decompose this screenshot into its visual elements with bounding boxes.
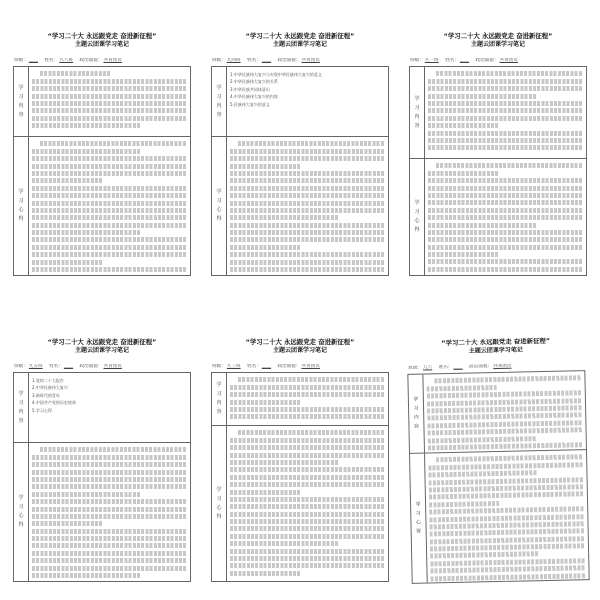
section-label-char: 得: [216, 216, 222, 222]
text-line: [428, 178, 583, 183]
doc-title: “学习二十大 永远跟党走 奋进新征程”: [441, 336, 551, 348]
text-line: [32, 529, 187, 534]
notes-table: [211, 372, 389, 582]
text-line: [428, 427, 583, 435]
name-value: ____: [261, 58, 272, 63]
text-line: [32, 573, 141, 578]
text-line: [429, 492, 584, 500]
notes-table: [409, 66, 587, 276]
name-value: ____: [261, 364, 272, 369]
text-line: [230, 230, 385, 235]
text-line: [230, 215, 339, 220]
text-line: [32, 543, 187, 548]
text-line: [230, 504, 385, 509]
text-line: [230, 497, 385, 502]
notes-table: [407, 370, 589, 584]
text-line: [32, 94, 187, 99]
section-label-char: 习: [415, 510, 421, 517]
text-line: [430, 552, 539, 559]
student-info-row: [14, 364, 190, 370]
text-line: [32, 499, 187, 504]
text-line: [238, 430, 385, 435]
text-line: [230, 460, 339, 465]
section-label-char: 容: [414, 122, 420, 129]
experience-section: [212, 426, 388, 581]
text-line: [430, 543, 585, 551]
text-line: [230, 571, 300, 576]
text-line: [40, 71, 110, 76]
section-label-char: 学: [18, 84, 24, 91]
doc-title: “学习二十大 永远跟党走 奋进新征程”: [443, 32, 553, 40]
text-line: [428, 138, 583, 143]
section-label-char: 习: [18, 504, 24, 510]
political-label: 政治面貌：: [277, 364, 301, 369]
text-line: [230, 541, 339, 546]
experience-section: [14, 443, 190, 581]
content-text: [29, 373, 190, 442]
text-line: [230, 519, 385, 524]
section-label-char: 容: [216, 111, 222, 118]
section-label-char: 学: [414, 95, 420, 102]
note-page: [10, 10, 194, 282]
experience-label: [212, 426, 227, 581]
doc-subtitle: 主题云团课学习笔记: [74, 41, 129, 48]
text-line: [230, 252, 385, 257]
text-line: [436, 71, 583, 76]
text-line: [230, 526, 385, 531]
text-line: [32, 470, 187, 475]
section-label-char: 内: [413, 414, 419, 421]
text-line: [230, 156, 385, 161]
text-line: [230, 392, 385, 397]
content-item: 5.学习心得: [32, 407, 52, 413]
text-line: [32, 252, 187, 257]
text-line: [428, 94, 537, 99]
text-line: [32, 116, 187, 121]
text-line: [32, 267, 187, 272]
text-line: [230, 445, 385, 450]
text-line: [428, 462, 583, 470]
section-label-char: 学: [18, 390, 24, 397]
text-line: [428, 215, 583, 220]
content-text: [227, 373, 388, 425]
doc-subtitle: 主题云团课学习笔记: [272, 41, 327, 48]
section-label-char: 心: [415, 519, 422, 526]
name-label: 姓名：: [445, 58, 459, 63]
name-label: 姓名：: [247, 364, 261, 369]
text-line: [428, 436, 537, 443]
class-value: 九四班: [226, 58, 241, 63]
text-line: [32, 230, 141, 235]
class-label: 班级：: [410, 58, 424, 63]
text-line: [428, 131, 583, 136]
section-label-char: 习: [216, 198, 222, 204]
experience-label: [410, 159, 425, 275]
text-line: [230, 245, 300, 250]
political-value: 共青团员: [301, 364, 320, 369]
text-line: [428, 186, 583, 191]
section-label-char: 内: [18, 408, 24, 415]
section-label-char: 学: [216, 382, 222, 388]
text-line: [428, 442, 583, 450]
notes-table: [211, 66, 389, 276]
text-line: [238, 141, 385, 146]
text-line: [230, 490, 300, 495]
section-label-char: 习: [18, 198, 24, 204]
content-section: [408, 371, 586, 454]
notes-table: [13, 372, 191, 582]
text-line: [32, 260, 102, 265]
content-section: [212, 373, 388, 426]
text-line: [427, 385, 497, 391]
content-item: 5.民族伟大复兴的意义: [230, 101, 270, 107]
section-label-char: 学: [414, 200, 420, 206]
text-line: [32, 149, 141, 154]
text-line: [429, 501, 499, 507]
text-line: [428, 267, 583, 272]
text-line: [230, 237, 385, 242]
note-page: [208, 10, 392, 282]
experience-text: [29, 137, 190, 275]
text-line: [428, 193, 583, 198]
text-line: [230, 201, 385, 206]
section-label-char: 容: [18, 417, 24, 424]
political-label: 政治面貌：: [469, 364, 493, 370]
name-label: 姓名：: [247, 58, 261, 63]
text-line: [230, 549, 385, 554]
text-line: [40, 447, 187, 452]
section-label-char: 心: [18, 207, 24, 213]
text-line: [32, 551, 187, 556]
section-label-char: 得: [416, 528, 422, 535]
experience-section: [212, 137, 388, 275]
text-line: [230, 171, 385, 176]
doc-subtitle: 主题云团课学习笔记: [272, 347, 327, 354]
section-label-char: 习: [18, 399, 24, 406]
section-label-char: 学: [415, 501, 421, 508]
text-line: [32, 507, 187, 512]
political-value: 共青团员: [499, 58, 518, 63]
content-section: [410, 67, 586, 159]
text-line: [230, 178, 385, 183]
text-line: [428, 259, 583, 264]
content-label: [14, 373, 29, 442]
text-line: [32, 178, 102, 183]
class-value: ____: [28, 58, 38, 63]
section-label-char: 容: [216, 409, 222, 415]
class-value: 九三班: [226, 364, 241, 369]
experience-label: [14, 443, 29, 581]
section-label-char: 得: [216, 513, 222, 520]
political-value: 共青团员: [103, 364, 122, 369]
content-section: [212, 67, 388, 137]
note-page: [406, 10, 590, 282]
text-line: [428, 86, 583, 91]
experience-section: [14, 137, 190, 275]
experience-text: [29, 443, 190, 581]
doc-title: “学习二十大 永远跟党走 奋进新征程”: [245, 338, 355, 346]
text-line: [230, 400, 300, 405]
content-label: [410, 67, 425, 158]
content-text: [425, 67, 586, 158]
note-page: [403, 314, 593, 590]
name-value: ____: [459, 58, 470, 63]
section-label-char: 学: [216, 84, 222, 91]
text-line: [230, 414, 385, 419]
section-label-char: 得: [414, 227, 420, 233]
experience-text: [425, 159, 586, 275]
text-line: [32, 193, 187, 198]
section-label-char: 习: [18, 93, 24, 100]
text-line: [32, 492, 141, 497]
content-label: [212, 67, 227, 136]
text-line: [32, 484, 187, 489]
text-line: [230, 223, 385, 228]
text-line: [32, 566, 187, 571]
doc-title: “学习二十大 永远跟党走 奋进新征程”: [47, 338, 157, 346]
section-label-char: 内: [216, 400, 222, 406]
content-item: 2.中华民族伟大复兴的关系: [230, 79, 278, 84]
experience-text: [425, 450, 589, 582]
text-line: [428, 230, 583, 235]
content-section: [14, 67, 190, 137]
text-line: [230, 164, 300, 169]
political-label: 政治面貌：: [79, 58, 103, 63]
student-info-row: [212, 364, 388, 370]
doc-subtitle: 主题云团课学习笔记: [470, 41, 525, 48]
doc-title: “学习二十大 永远跟党走 奋进新征程”: [245, 32, 355, 40]
class-value: 九一班: [424, 58, 439, 63]
text-line: [436, 163, 583, 168]
content-item: 2.中华民族伟大复兴: [32, 385, 68, 390]
text-line: [32, 171, 187, 176]
class-value: 九六: [422, 365, 433, 371]
political-value: 共青团员: [103, 58, 122, 63]
section-label-char: 得: [18, 522, 24, 528]
section-label-char: 得: [18, 216, 24, 222]
political-value: 共青团员: [301, 58, 320, 63]
text-line: [230, 208, 385, 213]
student-info-row: [410, 58, 586, 64]
text-line: [32, 86, 187, 91]
name-value: ____: [453, 364, 463, 370]
text-line: [428, 252, 498, 257]
political-label: 政治面貌：: [475, 58, 499, 63]
text-line: [32, 558, 187, 563]
text-line: [230, 512, 385, 517]
text-line: [230, 475, 385, 480]
section-label-char: 学: [216, 189, 222, 195]
text-line: [428, 208, 583, 213]
text-line: [428, 145, 583, 150]
content-item: 4.中国共产党的历史使命: [32, 400, 76, 405]
text-line: [230, 186, 385, 191]
experience-section: [410, 159, 586, 275]
text-line: [32, 79, 187, 84]
text-line: [32, 245, 187, 250]
name-label: 姓名：: [49, 364, 63, 369]
section-label-char: 容: [18, 111, 24, 118]
text-line: [230, 149, 385, 154]
text-line: [32, 237, 187, 242]
experience-section: [410, 450, 589, 583]
experience-text: [227, 137, 388, 275]
section-label-char: 心: [216, 207, 222, 213]
text-line: [434, 376, 581, 384]
text-line: [32, 164, 187, 169]
class-value: 九五班: [28, 364, 43, 369]
section-label-char: 学: [18, 495, 24, 501]
content-item: 1.中华民族伟大复兴与实现中华民族伟大复兴的意义: [230, 71, 322, 77]
experience-label: [14, 137, 29, 275]
text-line: [428, 200, 583, 205]
political-label: 政治面貌：: [277, 58, 301, 63]
text-line: [32, 123, 141, 128]
text-line: [230, 467, 385, 472]
section-label-char: 心: [414, 218, 420, 224]
text-line: [428, 171, 498, 176]
text-line: [428, 116, 583, 121]
section-label-char: 容: [413, 423, 420, 430]
content-item: 3.中华民族共同体意识: [230, 86, 270, 92]
name-value: 九八班: [59, 58, 74, 63]
text-line: [428, 101, 583, 106]
notes-table: [13, 66, 191, 276]
text-line: [230, 385, 385, 390]
content-text: [227, 67, 388, 136]
note-page: [208, 316, 392, 588]
student-info-row: [14, 58, 190, 64]
text-line: [40, 141, 187, 146]
text-line: [32, 536, 187, 541]
note-page: [10, 316, 194, 588]
content-label: [212, 373, 227, 425]
doc-subtitle: 主题云团课学习笔记: [74, 347, 129, 354]
text-line: [32, 521, 102, 526]
text-line: [230, 556, 385, 561]
section-label-char: 内: [216, 102, 222, 109]
text-line: [428, 245, 583, 250]
doc-subtitle: 主题云团课学习笔记: [468, 346, 523, 355]
political-value: 共青团员: [493, 363, 512, 370]
section-label-char: 内: [414, 113, 420, 120]
content-item: 4.中华民族伟大复兴的内容: [230, 94, 278, 99]
section-label-char: 习: [414, 104, 420, 111]
section-label-char: 心: [18, 513, 24, 519]
text-line: [428, 470, 537, 477]
name-value: ____: [63, 364, 74, 369]
doc-title: “学习二十大 永远跟党走 奋进新征程”: [47, 32, 157, 40]
text-line: [32, 208, 187, 213]
text-line: [32, 186, 187, 191]
class-label: 班级：: [14, 364, 28, 369]
text-line: [230, 438, 385, 443]
text-line: [431, 573, 586, 581]
experience-text: [227, 426, 388, 581]
student-info-row: [212, 58, 388, 64]
name-label: 姓名：: [438, 364, 453, 371]
text-line: [238, 377, 385, 382]
text-line: [32, 156, 187, 161]
class-label: 班级：: [408, 365, 423, 371]
section-label-char: 习: [216, 93, 222, 100]
political-label: 政治面貌：: [79, 364, 103, 369]
text-line: [230, 260, 385, 265]
text-line: [32, 201, 187, 206]
text-line: [32, 223, 187, 228]
text-line: [428, 108, 583, 113]
text-line: [32, 462, 187, 467]
text-line: [428, 79, 583, 84]
section-label-char: 习: [414, 209, 420, 215]
text-line: [32, 215, 187, 220]
content-text: [29, 67, 190, 136]
text-line: [32, 514, 187, 519]
text-line: [428, 237, 583, 242]
text-line: [230, 563, 385, 568]
content-section: [14, 373, 190, 443]
text-line: [428, 223, 537, 228]
section-label-char: 习: [216, 495, 222, 502]
text-line: [230, 407, 385, 412]
text-line: [230, 267, 385, 272]
class-label: 班级：: [212, 58, 226, 63]
name-label: 姓名：: [44, 58, 59, 63]
section-label-char: 内: [18, 102, 24, 109]
section-label-char: 心: [216, 504, 222, 511]
section-label-char: 学: [216, 486, 222, 493]
experience-label: [212, 137, 227, 275]
text-line: [428, 123, 498, 128]
text-line: [230, 482, 385, 487]
content-label: [14, 67, 29, 136]
section-label-char: 习: [413, 405, 419, 412]
class-label: 班级：: [14, 58, 28, 63]
text-line: [32, 108, 187, 113]
section-label-char: 学: [413, 396, 419, 403]
text-line: [230, 453, 385, 458]
text-line: [230, 534, 385, 539]
text-line: [32, 477, 187, 482]
content-item: 1.党的二十大报告: [32, 377, 64, 383]
class-label: 班级：: [212, 364, 226, 369]
text-line: [32, 455, 187, 460]
content-label: [408, 375, 425, 453]
content-item: 3.新时代的青年: [32, 392, 60, 398]
text-line: [230, 193, 385, 198]
section-label-char: 习: [216, 391, 222, 397]
section-label-char: 学: [18, 189, 24, 195]
content-text: [423, 371, 586, 452]
text-line: [32, 101, 187, 106]
